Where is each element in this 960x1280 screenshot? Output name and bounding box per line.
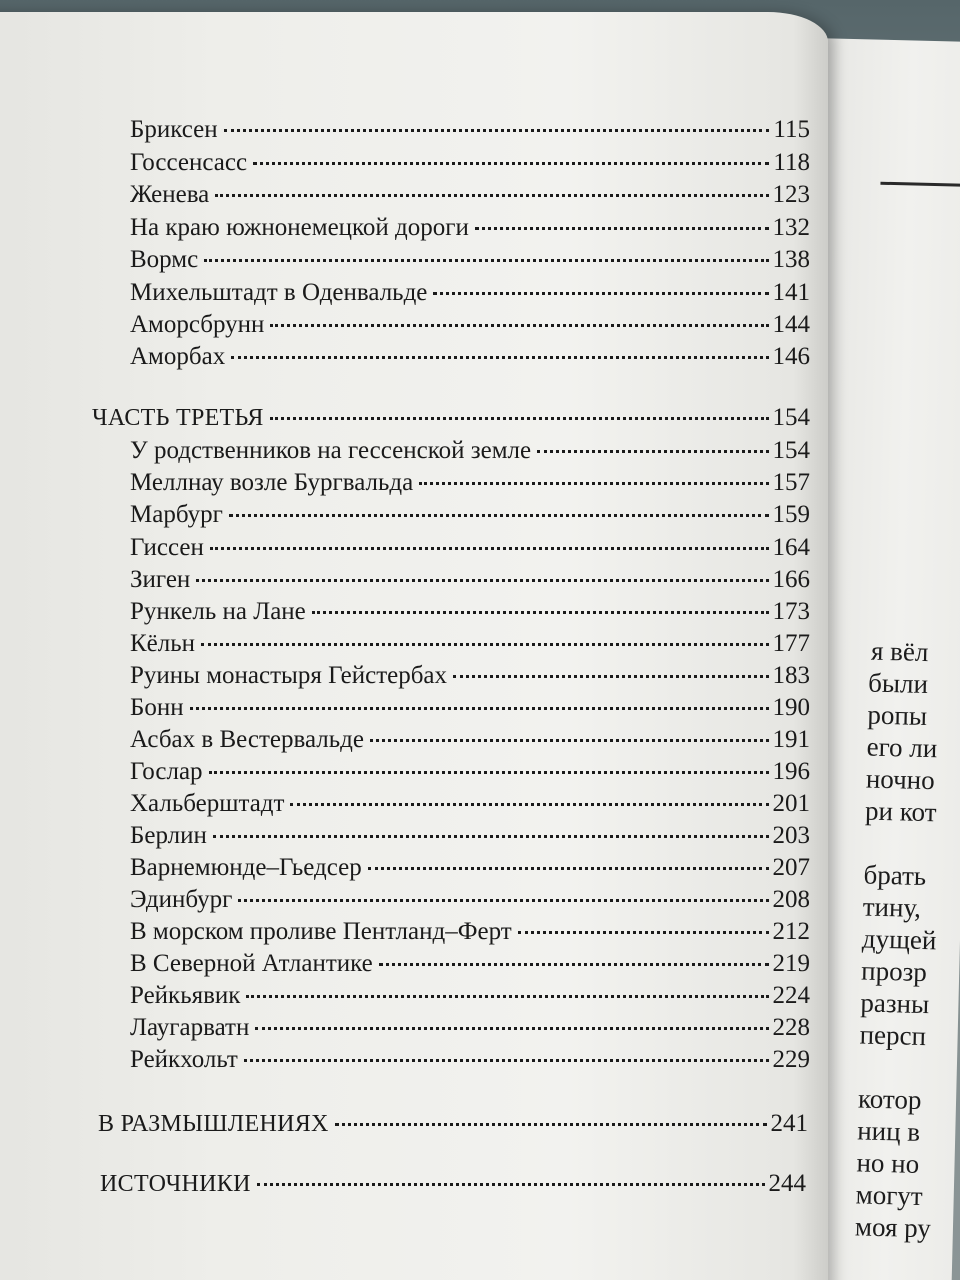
toc-entry: Кёльн 177 [130,630,810,657]
dot-leader [213,835,769,838]
toc-entry: Эдинбург 208 [130,886,810,913]
dot-leader [204,259,768,262]
dot-leader [190,707,769,710]
dot-leader [201,643,768,646]
toc-entry: Хальберштадт 201 [130,790,810,817]
toc-entry: Рейкьявик 224 [130,982,810,1009]
toc-entry: Марбург 159 [130,501,810,528]
dot-leader [215,194,768,197]
dot-leader [290,803,768,806]
dot-leader [312,611,769,614]
toc-entry: Аморсбрунн 144 [130,311,810,338]
facing-page-line: ри кот [864,795,937,828]
dot-leader [238,899,768,902]
dot-leader [209,771,769,774]
toc-entry: Вормс 138 [130,246,810,273]
dot-leader [229,514,769,517]
dot-leader [335,1123,767,1126]
toc-entry: Рейкхольт 229 [130,1046,810,1073]
dot-leader [210,547,769,550]
toc-part-heading: В РАЗМЫШЛЕНИЯХ 241 [98,1110,808,1137]
dot-leader [270,324,768,327]
facing-page-line: дущей [861,923,937,956]
toc-entry: Асбах в Вестервальде 191 [130,726,810,753]
dot-leader [231,356,768,359]
dot-leader [370,739,769,742]
facing-page-line: разны [860,987,930,1020]
dot-leader [433,292,768,295]
facing-page-line: были [867,667,929,700]
dot-leader [224,129,770,132]
dot-leader [475,227,769,230]
facing-page-line: могут [855,1179,924,1212]
toc-entry: Бонн 190 [130,694,810,721]
toc-entry: Зиген 166 [130,566,810,593]
toc-entry: В морском проливе Пентланд–Ферт 212 [130,918,810,945]
toc-entry: У родственников на гессенской земле 154 [130,437,810,464]
facing-page-line: тину, [862,891,922,923]
toc-entry: Госсенсасс 118 [130,149,810,176]
dot-leader [246,995,768,998]
facing-page-line: ниц в [856,1115,921,1147]
facing-page-line: прозр [860,955,928,988]
dot-leader [368,867,769,870]
toc-entry: Рункель на Лане 173 [130,598,810,625]
toc-entry: В Северной Атлантике 219 [130,950,810,977]
toc-entry: Берлин 203 [130,822,810,849]
toc-entry: Руины монастыря Гейстербах 183 [130,662,810,689]
facing-page-line: ропы [867,699,928,732]
toc-entry: Гиссен 164 [130,534,810,561]
facing-page-line: его ли [866,731,938,764]
dot-leader [518,931,769,934]
toc-entry: Варнемюнде–Гьедсер 207 [130,854,810,881]
facing-page-line: персп [859,1019,927,1052]
facing-page-line: брать [863,859,927,892]
dot-leader [244,1059,769,1062]
toc-part-heading: ИСТОЧНИКИ 244 [100,1170,806,1197]
dot-leader [379,963,769,966]
toc-entry: Меллнау возле Бургвальда 157 [130,469,810,496]
facing-page-line: но но [856,1147,920,1179]
dot-leader [196,579,768,582]
toc-entry: Михельштадт в Оденвальде 141 [130,279,810,306]
toc-entry: На краю южнонемецкой дороги 132 [130,214,810,241]
toc-entry: Аморбах 146 [130,343,810,370]
dot-leader [419,482,768,485]
facing-page-line: ночно [865,763,936,796]
toc-part-heading: ЧАСТЬ ТРЕТЬЯ 154 [92,404,810,431]
dot-leader [270,417,769,420]
toc-entry: Бриксен 115 [130,116,810,143]
dot-leader [257,1183,765,1186]
dot-leader [537,450,768,453]
dot-leader [255,1027,768,1030]
dot-leader [253,162,769,165]
toc-entry: Гослар 196 [130,758,810,785]
facing-page-line: моя ру [854,1211,932,1244]
dot-leader [453,675,768,678]
facing-page-line: я вёл [870,635,929,668]
toc-entry: Лаугарватн 228 [130,1014,810,1041]
facing-page-line: котор [857,1083,922,1115]
toc-entry: Женева 123 [130,181,810,208]
